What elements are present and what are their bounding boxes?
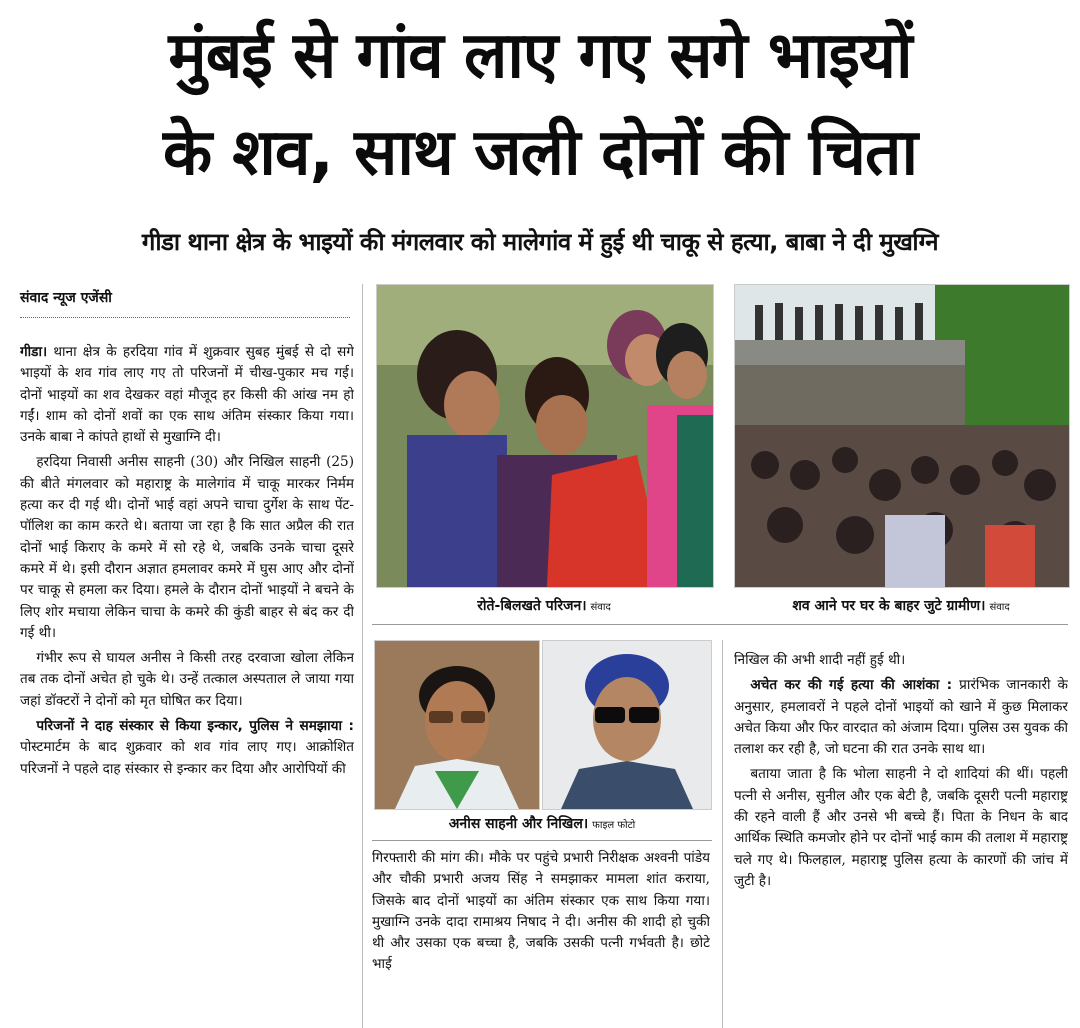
column3-paragraph-1: निखिल की अभी शादी नहीं हुई थी। <box>734 652 906 668</box>
byline: संवाद न्यूज एजेंसी <box>20 288 350 318</box>
headline <box>10 8 1070 202</box>
caption-crowd-credit: संवाद <box>989 602 1010 613</box>
inline-subhead: परिजनों ने दाह संस्कार से किया इन्कार, पुलिस ने समझाया : <box>36 718 354 735</box>
paragraph-4-text: पोस्टमार्टम के बाद शुक्रवार को शव गांव लाए गए। आक्रोशित परिजनों ने पहले दाह संस्कार से इन्कार कर दिया और आरोपियों की <box>20 739 354 777</box>
caption-rule <box>372 624 1068 625</box>
column2-paragraph: गिरफ्तारी की मांग की। मौके पर पहुंचे प्रभारी निरीक्षक अश्वनी पांडेय और चौकी प्रभारी अजय सिंह ने समझाकर मामला शांत कराया, जिसके बाद दोनों भाइयों का अंतिम संस्कार एक साथ किया गया। मुखाग्नि उनके दादा रामाश्रय निषाद ने दी। अनीस की शादी हो चुकी थी और उसका एक बच्चा है, जबकि उसकी पत्नी गर्भवती है। छोटे भाई <box>372 850 710 973</box>
paragraph-4 <box>20 716 354 780</box>
article-column-3 <box>734 650 1068 1028</box>
column3-paragraph-3: बताया जाता है कि भोला साहनी ने दो शादियां की थीं। पहली पत्नी से अनीस, सुनील और एक बेटी है, जबकि दूसरी पत्नी महाराष्ट्र की रहने वाली हैं और उनसे भी बच्चे हैं। पिता के निधन के बाद आर्थिक स्थिति कमजोर होने पर दोनों भाई काम की तलाश में महाराष्ट्र चले गए थे। फिलहाल, महाराष्ट्र पुलिस हत्या के कारणों की जांच में जुटी है। <box>734 766 1068 889</box>
paragraph-1-text: थाना क्षेत्र के हरदिया गांव में शुक्रवार सुबह मुंबई से दो सगे भाइयों के शव गांव लाए गए तो परिजनों में चीख-पुकार मच गई। दोनों भाइयों का शव देखकर वहां मौजूद हर किसी की आंख नम हो गईं। शाम को दोनों शवों का एक साथ अंतिम संस्कार किया गया। उनके बाबा ने कांपते हाथों से मुखाग्नि दी। <box>20 344 354 446</box>
column-divider-2 <box>722 640 723 1028</box>
photo-crowd <box>734 284 1070 588</box>
article-column-2 <box>372 848 710 1028</box>
caption-crowd <box>734 596 1068 618</box>
paragraph-1 <box>20 342 354 448</box>
photo-nikhil <box>542 640 712 810</box>
caption-rule-2 <box>372 840 712 841</box>
paragraph-2: हरदिया निवासी अनीस साहनी (30) और निखिल साहनी (25) की बीते मंगलवार को महाराष्ट्र के मालेगांव में चाकू मारकर निर्मम हत्या कर दी गई थी। दोनों भाई वहां अपने चाचा दुर्गेश के साथ पेंट-पॉलिश का काम करते थे। बताया जा रहा है कि सात अप्रैल की रात दोनों भाई किराए के कमरे में सो रहे थे, जबकि उनके चाचा दूसरे कमरे में थे। इसी दौरान अज्ञात हमलावर कमरे में घुस आए और दोनों पर चाकू से हमला कर दिया। हमले के दौरान दोनों भाइयों ने बचने के लिए शोर मचाया लेकिन चाचा के कमरे की कुंडी बाहर से बंद कर दी गई थी। <box>20 454 354 641</box>
headline-line-1: मुंबई से गांव लाए गए सगे भाइयों <box>168 19 912 93</box>
dateline: गीडा। <box>20 344 48 360</box>
caption-mourners <box>376 596 712 618</box>
caption-brothers-credit: फाइल फोटो <box>592 820 636 831</box>
photo-mourners <box>376 284 714 588</box>
caption-crowd-text: शव आने पर घर के बाहर जुटे ग्रामीण। <box>792 598 986 614</box>
column-divider <box>362 284 363 1028</box>
headline-line-2: के शव, साथ जली दोनों की चिता <box>162 116 918 190</box>
photo-anees <box>374 640 540 810</box>
column3-paragraph-2 <box>734 675 1068 760</box>
caption-brothers-text: अनीस साहनी और निखिल। <box>448 816 589 832</box>
caption-mourners-text: रोते-बिलखते परिजन। <box>477 598 587 614</box>
caption-mourners-credit: संवाद <box>590 602 611 613</box>
caption-brothers <box>372 814 712 836</box>
paragraph-3: गंभीर रूप से घायल अनीस ने किसी तरह दरवाजा खोला लेकिन तब तक दोनों अचेत हो चुके थे। उन्हें तत्काल अस्पताल ले जाया गया जहां डॉक्टरों ने दोनों को मृत घोषित कर दिया। <box>20 650 354 709</box>
article-column-1 <box>20 342 354 1028</box>
subheadline: गीडा थाना क्षेत्र के भाइयों की मंगलवार को मालेगांव में हुई थी चाकू से हत्या, बाबा ने दी मुखग्नि <box>141 228 939 256</box>
inline-subhead-2: अचेत कर की गई हत्या की आशंका : <box>750 677 953 694</box>
column3-paragraph-2-text: प्रारंभिक जानकारी के अनुसार, हमलावरों ने पहले दोनों भाइयों को खाने में कुछ मिलाकर अचेत किया और फिर वारदात को अंजाम दिया। पुलिस उस युवक की तलाश कर रही है, जो घटना की रात उनके साथ था। <box>734 677 1068 758</box>
